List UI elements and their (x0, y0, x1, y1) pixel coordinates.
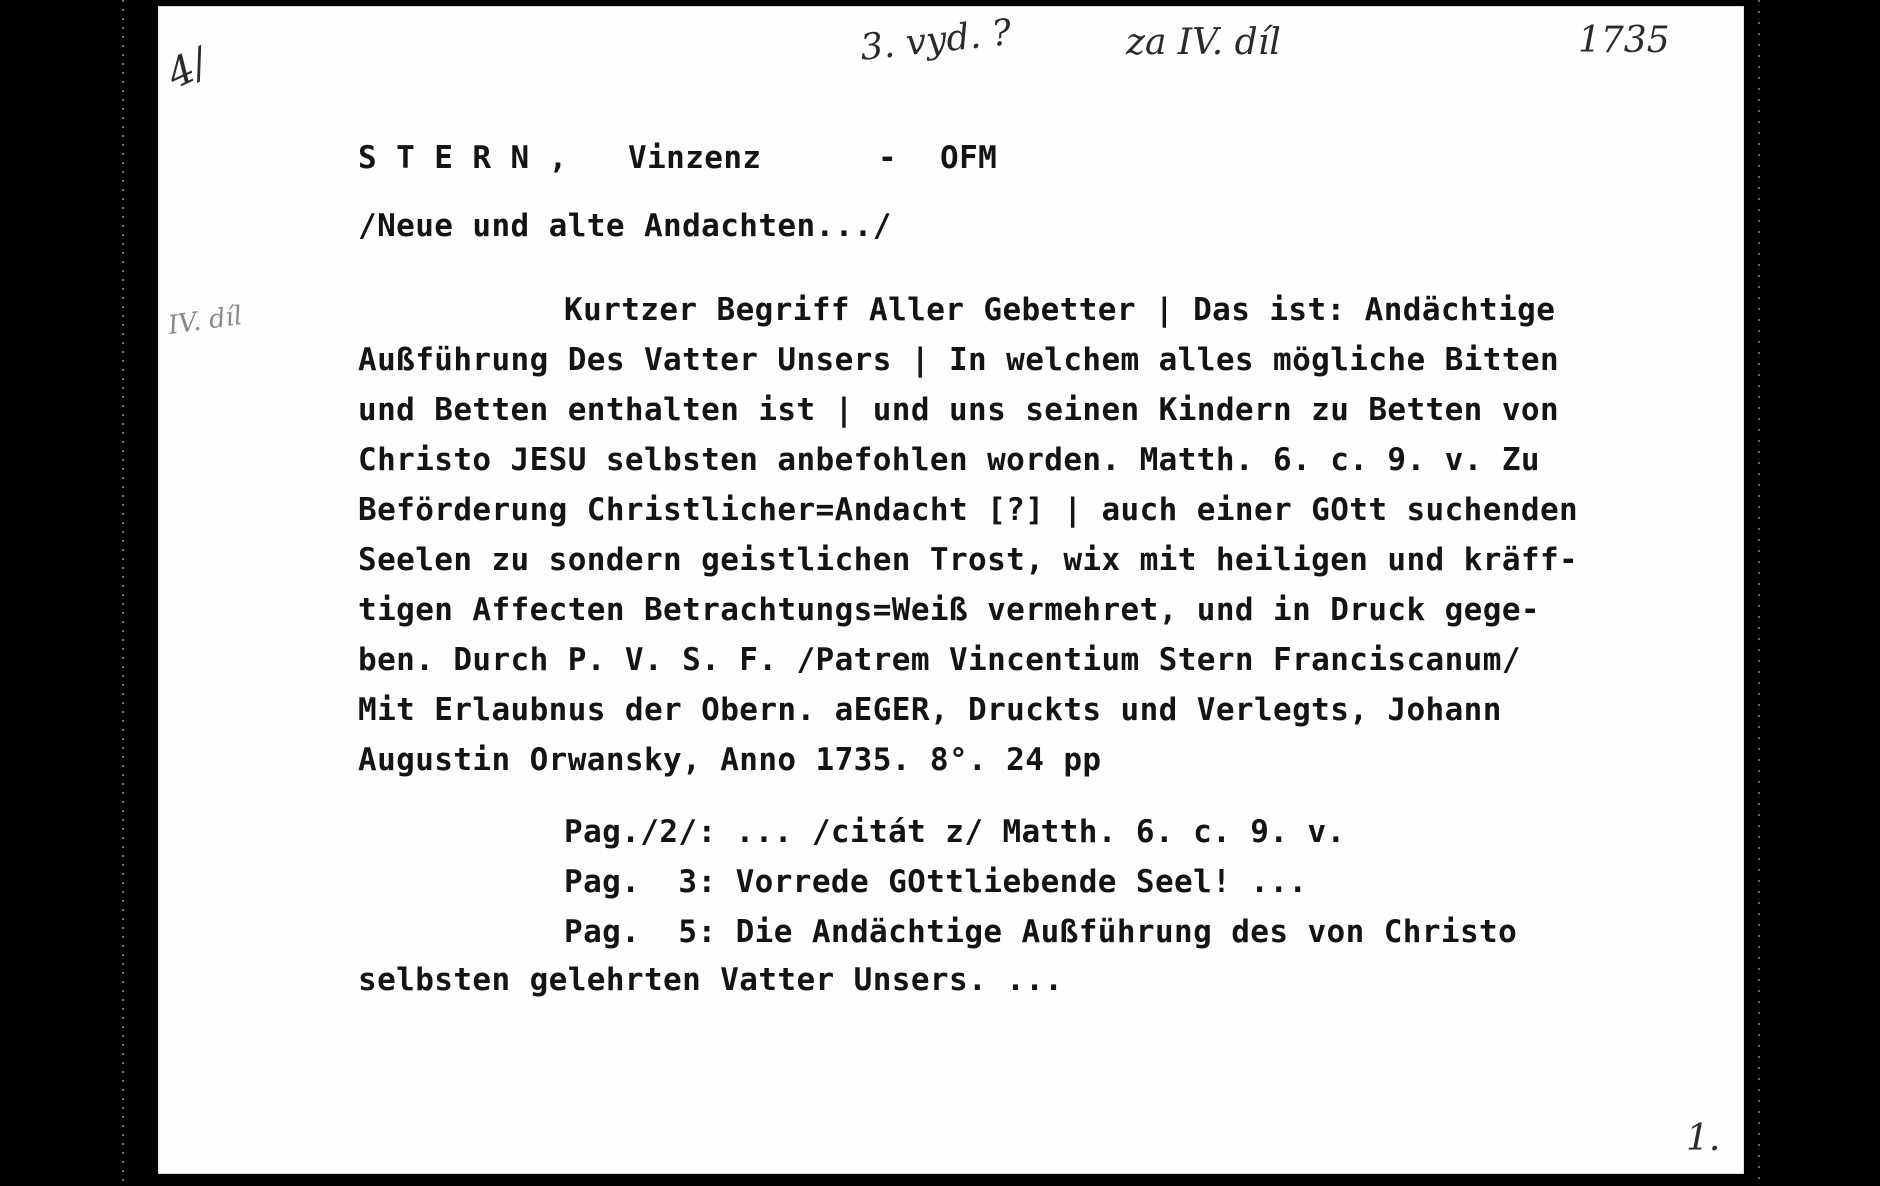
description-line: ben. Durch P. V. S. F. /Patrem Vincentium Stern Franciscanum/ (358, 642, 1521, 678)
description-line: Seelen zu sondern geistlichen Trost, wix mit heiligen und kräff- (358, 542, 1579, 578)
description-line: tigen Affecten Betrachtungs=Weiß vermehret, und in Druck gege- (358, 592, 1540, 628)
description-line: Kurtzer Begriff Aller Gebetter | Das ist: Andächtige (564, 292, 1556, 328)
catalog-card (158, 6, 1744, 1174)
part-note: za IV. díl (1126, 22, 1281, 63)
bottom-right-mark: 1. (1686, 1118, 1721, 1159)
contents-line: Pag./2/: ... /citát z/ Matth. 6. c. 9. v. (564, 814, 1346, 850)
top-left-mark: 4/ (160, 39, 215, 99)
uniform-title: /Neue und alte Andachten.../ (358, 208, 892, 244)
film-edge-right (1758, 0, 1760, 1186)
author-surname: S T E R N , (358, 140, 568, 176)
margin-note: IV. díl (166, 300, 245, 342)
description-line: Augustin Orwansky, Anno 1735. 8°. 24 pp (358, 742, 1102, 778)
contents-line: selbsten gelehrten Vatter Unsers. ... (358, 962, 1064, 998)
film-edge-left (122, 0, 124, 1186)
contents-line: Pag. 3: Vorrede GOttliebende Seel! ... (564, 864, 1308, 900)
contents-line: Pag. 5: Die Andächtige Außführung des von Christo (564, 914, 1518, 950)
description-line: Außführung Des Vatter Unsers | In welchem alles mögliche Bitten (358, 342, 1560, 378)
author-given-name: Vinzenz (628, 140, 762, 176)
description-line: Mit Erlaubnus der Obern. aEGER, Druckts und Verlegts, Johann (358, 692, 1502, 728)
religious-order: OFM (940, 140, 998, 176)
description-line: Christo JESU selbsten anbefohlen worden. Matth. 6. c. 9. v. Zu (358, 442, 1540, 478)
year-note: 1735 (1578, 20, 1670, 61)
header-separator: - (878, 140, 898, 176)
description-line: Beförderung Christlicher=Andacht [?] | auch einer GOtt suchenden (358, 492, 1579, 528)
edition-note: 3. vyd. ? (858, 12, 1014, 69)
description-line: und Betten enthalten ist | und uns seinen Kindern zu Betten von (358, 392, 1560, 428)
